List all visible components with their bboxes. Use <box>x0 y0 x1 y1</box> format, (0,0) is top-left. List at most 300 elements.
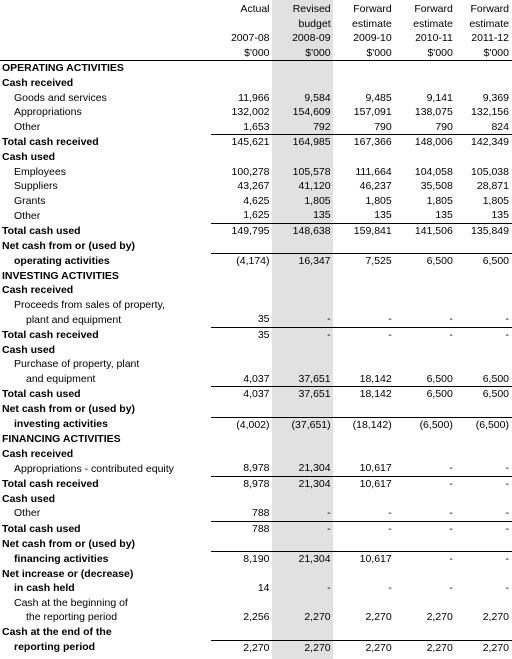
cell-value: 2,270 <box>211 640 272 655</box>
cell-value <box>334 283 395 298</box>
cell-value: 1,805 <box>365 194 392 207</box>
cell-value: - <box>505 507 509 520</box>
col-year: 2011-12 <box>471 32 509 45</box>
cell-value: 6,500 <box>395 254 456 269</box>
cell-value: 167,366 <box>334 135 395 150</box>
cell-value <box>456 298 512 313</box>
cell-value: 37,651 <box>298 372 331 385</box>
col-header: Actual <box>240 3 270 15</box>
cell-value: 2,256 <box>243 611 270 624</box>
subheading-fin-cu-head <box>0 492 512 507</box>
row-label: FINANCING ACTIVITIES <box>2 433 121 446</box>
subheading-inv-cu-head <box>0 343 512 358</box>
cell-value <box>395 76 456 91</box>
cell-value: - <box>449 462 453 475</box>
cell-value <box>211 492 272 507</box>
row-label: Grants <box>14 194 46 207</box>
cell-value: 21,304 <box>273 551 334 566</box>
cell-value <box>211 402 272 417</box>
subheading-op-cu-head <box>0 150 512 165</box>
cell-value: 16,347 <box>273 254 334 269</box>
cell-value <box>456 343 512 358</box>
cell-value <box>334 150 395 165</box>
cell-value <box>273 150 334 165</box>
cell-value: 135 <box>374 209 392 222</box>
cell-value: 148,638 <box>273 223 334 238</box>
cell-value: 135 <box>491 209 509 222</box>
cell-value <box>211 596 272 611</box>
cell-value: 18,142 <box>334 387 395 402</box>
header-row-1 <box>0 2 512 17</box>
cell-value <box>211 357 272 372</box>
total-row-inv-tcu <box>0 387 512 402</box>
cell-value: 4,037 <box>211 387 272 402</box>
cell-value <box>211 432 272 447</box>
cell-value: 37,651 <box>273 387 334 402</box>
cash-flow-table <box>0 2 512 655</box>
cell-value <box>334 447 395 462</box>
total-row-fin-tcu <box>0 521 512 536</box>
cell-value <box>211 343 272 358</box>
net-row-label-fin-net1 <box>0 536 512 551</box>
row-label: OPERATING ACTIVITIES <box>2 62 124 75</box>
net-row-label-end1 <box>0 625 512 640</box>
cell-value <box>395 357 456 372</box>
row-label: Total cash received <box>2 136 99 149</box>
row-label: Net cash from or (used by) <box>2 239 136 252</box>
cell-value <box>273 536 334 551</box>
row-label: operating activities <box>14 254 110 267</box>
cell-value <box>395 239 456 254</box>
cell-value: 8,978 <box>243 462 270 475</box>
cell-value <box>273 283 334 298</box>
total-row-op-tcu <box>0 223 512 238</box>
cell-value <box>456 432 512 447</box>
line-item-inv-pur2 <box>0 372 512 387</box>
row-label: INVESTING ACTIVITIES <box>2 269 119 282</box>
cell-value: 4,625 <box>243 194 270 207</box>
net-row-fin-net2 <box>0 551 512 566</box>
row-label: Total cash received <box>2 477 99 490</box>
cell-value: 159,841 <box>334 223 395 238</box>
cell-value: (18,142) <box>334 417 395 432</box>
cell-value: 1,805 <box>426 194 453 207</box>
cell-value <box>334 298 395 313</box>
cell-value <box>395 150 456 165</box>
cell-value: - <box>395 328 456 343</box>
row-label: Cash received <box>2 76 74 89</box>
row-label: Other <box>14 209 41 222</box>
cell-value: 141,506 <box>395 223 456 238</box>
cell-value: 135 <box>313 209 331 222</box>
cell-value: 43,267 <box>237 180 270 193</box>
cell-value: 6,500 <box>426 372 453 385</box>
net-row-label-inv-net1 <box>0 402 512 417</box>
row-label: investing activities <box>14 418 108 431</box>
cell-value <box>273 61 334 76</box>
col-header: budget <box>298 17 331 30</box>
cell-value: 1,805 <box>482 194 509 207</box>
cell-value: 135 <box>435 209 453 222</box>
cell-value: (4,174) <box>211 254 272 269</box>
cell-value: 2,270 <box>482 611 509 624</box>
cell-value: 1,653 <box>243 120 270 133</box>
cell-value: 6,500 <box>456 387 512 402</box>
line-item-inv-proc2 <box>0 312 512 327</box>
net-row-inc2 <box>0 581 512 596</box>
net-row-end2 <box>0 640 512 655</box>
row-label: financing activities <box>14 552 109 565</box>
cell-value <box>456 536 512 551</box>
line-item-label-beg1 <box>0 596 512 611</box>
cell-value: 142,349 <box>456 135 512 150</box>
cell-value <box>273 239 334 254</box>
cell-value <box>395 298 456 313</box>
net-row-label-inc1 <box>0 567 512 582</box>
col-year: 2008-09 <box>292 32 331 45</box>
line-item-fin-approp <box>0 461 512 476</box>
cell-value: 788 <box>251 507 270 520</box>
row-label: Suppliers <box>14 180 58 193</box>
cell-value: 105,038 <box>471 165 509 178</box>
line-item-op-emp <box>0 165 512 180</box>
cell-value <box>395 343 456 358</box>
cell-value <box>211 150 272 165</box>
cell-value: - <box>505 582 509 595</box>
header-row-2 <box>0 17 512 32</box>
cell-value: - <box>505 462 509 475</box>
cell-value <box>273 447 334 462</box>
cell-value: 9,485 <box>365 91 392 104</box>
cell-value <box>395 536 456 551</box>
cell-value: 138,075 <box>414 106 453 119</box>
cell-value <box>334 625 395 640</box>
line-item-op-other2 <box>0 208 512 223</box>
line-item-op-approp <box>0 105 512 120</box>
cell-value: (6,500) <box>395 417 456 432</box>
subheading-fin-cr-head <box>0 447 512 462</box>
row-label: Total cash used <box>2 522 81 535</box>
cell-value <box>273 269 334 284</box>
cell-value: - <box>395 477 456 492</box>
cell-value <box>273 492 334 507</box>
cell-value <box>211 76 272 91</box>
cell-value <box>334 239 395 254</box>
cell-value <box>334 492 395 507</box>
row-label: Cash received <box>2 447 74 460</box>
cell-value <box>211 625 272 640</box>
cell-value: 2,270 <box>273 640 334 655</box>
cell-value <box>273 76 334 91</box>
net-row-label-op-net1 <box>0 239 512 254</box>
total-row-op-tcr <box>0 135 512 150</box>
cell-value: 105,578 <box>292 165 331 178</box>
cell-value: 9,584 <box>304 91 331 104</box>
col-header: Forward <box>470 3 509 15</box>
cell-value: 788 <box>211 521 272 536</box>
cell-value <box>273 596 334 611</box>
col-unit: $'000 <box>211 46 272 61</box>
row-label: Appropriations <box>14 106 82 119</box>
cell-value <box>211 447 272 462</box>
cell-value: 9,141 <box>426 91 453 104</box>
cell-value: 132,156 <box>471 106 509 119</box>
col-unit: $'000 <box>395 46 456 61</box>
row-label: Net cash from or (used by) <box>2 403 136 416</box>
cell-value: 6,500 <box>395 387 456 402</box>
cell-value: 2,270 <box>334 640 395 655</box>
cell-value: - <box>334 328 395 343</box>
cell-value: 8,978 <box>211 477 272 492</box>
section-heading-fin-head <box>0 432 512 447</box>
col-header: estimate <box>469 17 509 30</box>
cell-value <box>273 357 334 372</box>
cell-value: - <box>449 582 453 595</box>
cell-value: (6,500) <box>456 417 512 432</box>
cell-value: 154,609 <box>292 106 331 119</box>
col-header <box>211 17 272 32</box>
cell-value <box>456 625 512 640</box>
cell-value <box>273 298 334 313</box>
section-heading-op-head <box>0 61 512 76</box>
line-item-op-sup <box>0 179 512 194</box>
cell-value <box>273 567 334 582</box>
cell-value: - <box>456 477 512 492</box>
cell-value <box>334 402 395 417</box>
col-year: 2010-11 <box>415 32 453 45</box>
cell-value: - <box>327 313 331 326</box>
line-item-op-other <box>0 120 512 135</box>
subheading-inv-cr-head <box>0 283 512 298</box>
cell-value: 14 <box>257 582 270 595</box>
line-item-op-goods <box>0 91 512 106</box>
col-header: estimate <box>413 17 453 30</box>
cell-value: 8,190 <box>211 551 272 566</box>
cell-value: 46,237 <box>359 180 392 193</box>
cell-value <box>456 76 512 91</box>
cell-value <box>334 536 395 551</box>
cell-value: - <box>395 521 456 536</box>
cell-value: 18,142 <box>359 372 392 385</box>
cell-value <box>334 596 395 611</box>
line-item-fin-other <box>0 506 512 521</box>
cell-value: - <box>456 521 512 536</box>
cell-value <box>395 625 456 640</box>
cell-value: 790 <box>374 120 392 133</box>
cell-value <box>395 283 456 298</box>
cell-value: 132,002 <box>231 106 270 119</box>
cell-value: 11,966 <box>238 91 270 104</box>
col-unit: $'000 <box>456 46 512 61</box>
cell-value: - <box>449 507 453 520</box>
col-header: estimate <box>352 17 392 30</box>
cell-value: 21,304 <box>298 462 331 475</box>
line-item-label-inv-proc1 <box>0 298 512 313</box>
cell-value <box>456 357 512 372</box>
header-row-year <box>0 31 512 46</box>
cell-value <box>456 283 512 298</box>
cell-value: 2,270 <box>426 611 453 624</box>
row-label: Purchase of property, plant <box>14 358 140 371</box>
col-header: Revised <box>292 3 331 15</box>
total-row-inv-tcr <box>0 328 512 343</box>
line-item-label-inv-pur1 <box>0 357 512 372</box>
cell-value: - <box>388 582 392 595</box>
total-row-fin-tcr <box>0 477 512 492</box>
cell-value <box>334 357 395 372</box>
cell-value: 824 <box>491 120 509 133</box>
cell-value: 10,617 <box>359 462 392 475</box>
cell-value <box>273 343 334 358</box>
col-year: 2007-08 <box>230 32 270 45</box>
cell-value: 1,805 <box>304 194 331 207</box>
cell-value: 35 <box>257 313 270 326</box>
cell-value: 9,369 <box>482 91 509 104</box>
cell-value <box>395 596 456 611</box>
cell-value <box>395 269 456 284</box>
cell-value <box>211 298 272 313</box>
cell-value <box>334 269 395 284</box>
cell-value <box>211 239 272 254</box>
row-label: Cash received <box>2 284 74 297</box>
row-label: Other <box>14 121 41 133</box>
net-row-inv-net2 <box>0 417 512 432</box>
cell-value: (37,651) <box>273 417 334 432</box>
row-label: and equipment <box>26 373 96 386</box>
row-label: Proceeds from sales of property, <box>14 298 165 311</box>
col-unit: $'000 <box>334 46 395 61</box>
cell-value <box>395 567 456 582</box>
row-label: Cash used <box>2 150 56 163</box>
cell-value <box>395 432 456 447</box>
row-label: reporting period <box>14 641 96 654</box>
cell-value: - <box>449 313 453 326</box>
cell-value <box>211 567 272 582</box>
cell-value: 111,664 <box>355 165 392 178</box>
cell-value: 4,037 <box>243 372 270 385</box>
cell-value <box>456 402 512 417</box>
cell-value: 100,278 <box>231 165 270 178</box>
cell-value <box>456 596 512 611</box>
cell-value: - <box>273 521 334 536</box>
header-row-unit <box>0 46 512 61</box>
cell-value <box>456 269 512 284</box>
col-unit: $'000 <box>273 46 334 61</box>
cell-value: - <box>456 328 512 343</box>
cell-value <box>334 567 395 582</box>
cell-value <box>211 283 272 298</box>
cell-value: 164,985 <box>273 135 334 150</box>
section-heading-inv-head <box>0 269 512 284</box>
cell-value: 35 <box>211 328 272 343</box>
cell-value: - <box>505 313 509 326</box>
cell-value: - <box>273 328 334 343</box>
cell-value: 10,617 <box>334 551 395 566</box>
cell-value: 157,091 <box>353 106 392 119</box>
line-item-op-grants <box>0 194 512 209</box>
cell-value: 6,500 <box>456 254 512 269</box>
row-label: Goods and services <box>14 91 107 104</box>
row-label: Cash used <box>2 343 56 356</box>
row-label: Employees <box>14 165 66 178</box>
cell-value <box>334 432 395 447</box>
cell-value <box>211 61 272 76</box>
row-label: Total cash received <box>2 328 99 341</box>
cell-value: 41,120 <box>298 180 331 193</box>
cell-value: - <box>388 313 392 326</box>
net-row-op-net2 <box>0 254 512 269</box>
cell-value: 104,058 <box>414 165 453 178</box>
cell-value <box>334 76 395 91</box>
cell-value: 2,270 <box>365 611 392 624</box>
row-label: Appropriations - contributed equity <box>14 462 174 475</box>
row-label: Cash used <box>2 492 56 505</box>
cell-value <box>456 447 512 462</box>
cell-value: - <box>456 551 512 566</box>
cell-value: 28,871 <box>476 180 509 193</box>
cell-value <box>273 625 334 640</box>
cell-value: - <box>327 582 331 595</box>
cell-value <box>395 402 456 417</box>
cell-value: - <box>388 507 392 520</box>
row-label: Total cash used <box>2 224 81 237</box>
row-label: Total cash used <box>2 388 81 401</box>
cell-value: 2,270 <box>456 640 512 655</box>
cell-value: - <box>327 507 331 520</box>
cell-value <box>395 447 456 462</box>
cell-value: 792 <box>313 120 331 133</box>
row-label: Net increase or (decrease) <box>2 567 134 580</box>
row-label: Cash at the beginning of <box>14 596 128 609</box>
cell-value <box>273 402 334 417</box>
row-label: Net cash from or (used by) <box>2 537 136 550</box>
cell-value <box>456 239 512 254</box>
cell-value: (4,002) <box>211 417 272 432</box>
cell-value: 6,500 <box>482 372 509 385</box>
cell-value: 135,849 <box>456 223 512 238</box>
cell-value <box>456 150 512 165</box>
cell-value <box>273 432 334 447</box>
cell-value: 148,006 <box>395 135 456 150</box>
cell-value: 2,270 <box>395 640 456 655</box>
cell-value: 145,621 <box>211 135 272 150</box>
cell-value: 1,625 <box>243 209 270 222</box>
cell-value: 2,270 <box>304 611 331 624</box>
cell-value: 10,617 <box>334 477 395 492</box>
cell-value: - <box>334 521 395 536</box>
cell-value: 35,508 <box>420 180 453 193</box>
cell-value: 790 <box>435 120 453 133</box>
subheading-op-cr-head <box>0 76 512 91</box>
row-label: Other <box>14 507 41 520</box>
cell-value: 21,304 <box>273 477 334 492</box>
cell-value <box>456 567 512 582</box>
row-label: plant and equipment <box>26 313 122 326</box>
cell-value: 149,795 <box>211 223 272 238</box>
cell-value: 7,525 <box>334 254 395 269</box>
cell-value <box>456 61 512 76</box>
cell-value <box>211 269 272 284</box>
cell-value <box>456 492 512 507</box>
row-label: the reporting period <box>26 611 118 624</box>
cell-value: - <box>395 551 456 566</box>
line-item-beg2 <box>0 610 512 625</box>
cell-value <box>334 343 395 358</box>
row-label: Cash at the end of the <box>2 626 112 639</box>
row-label: in cash held <box>14 582 75 595</box>
col-year: 2009-10 <box>353 32 392 45</box>
col-header: Forward <box>414 3 453 15</box>
